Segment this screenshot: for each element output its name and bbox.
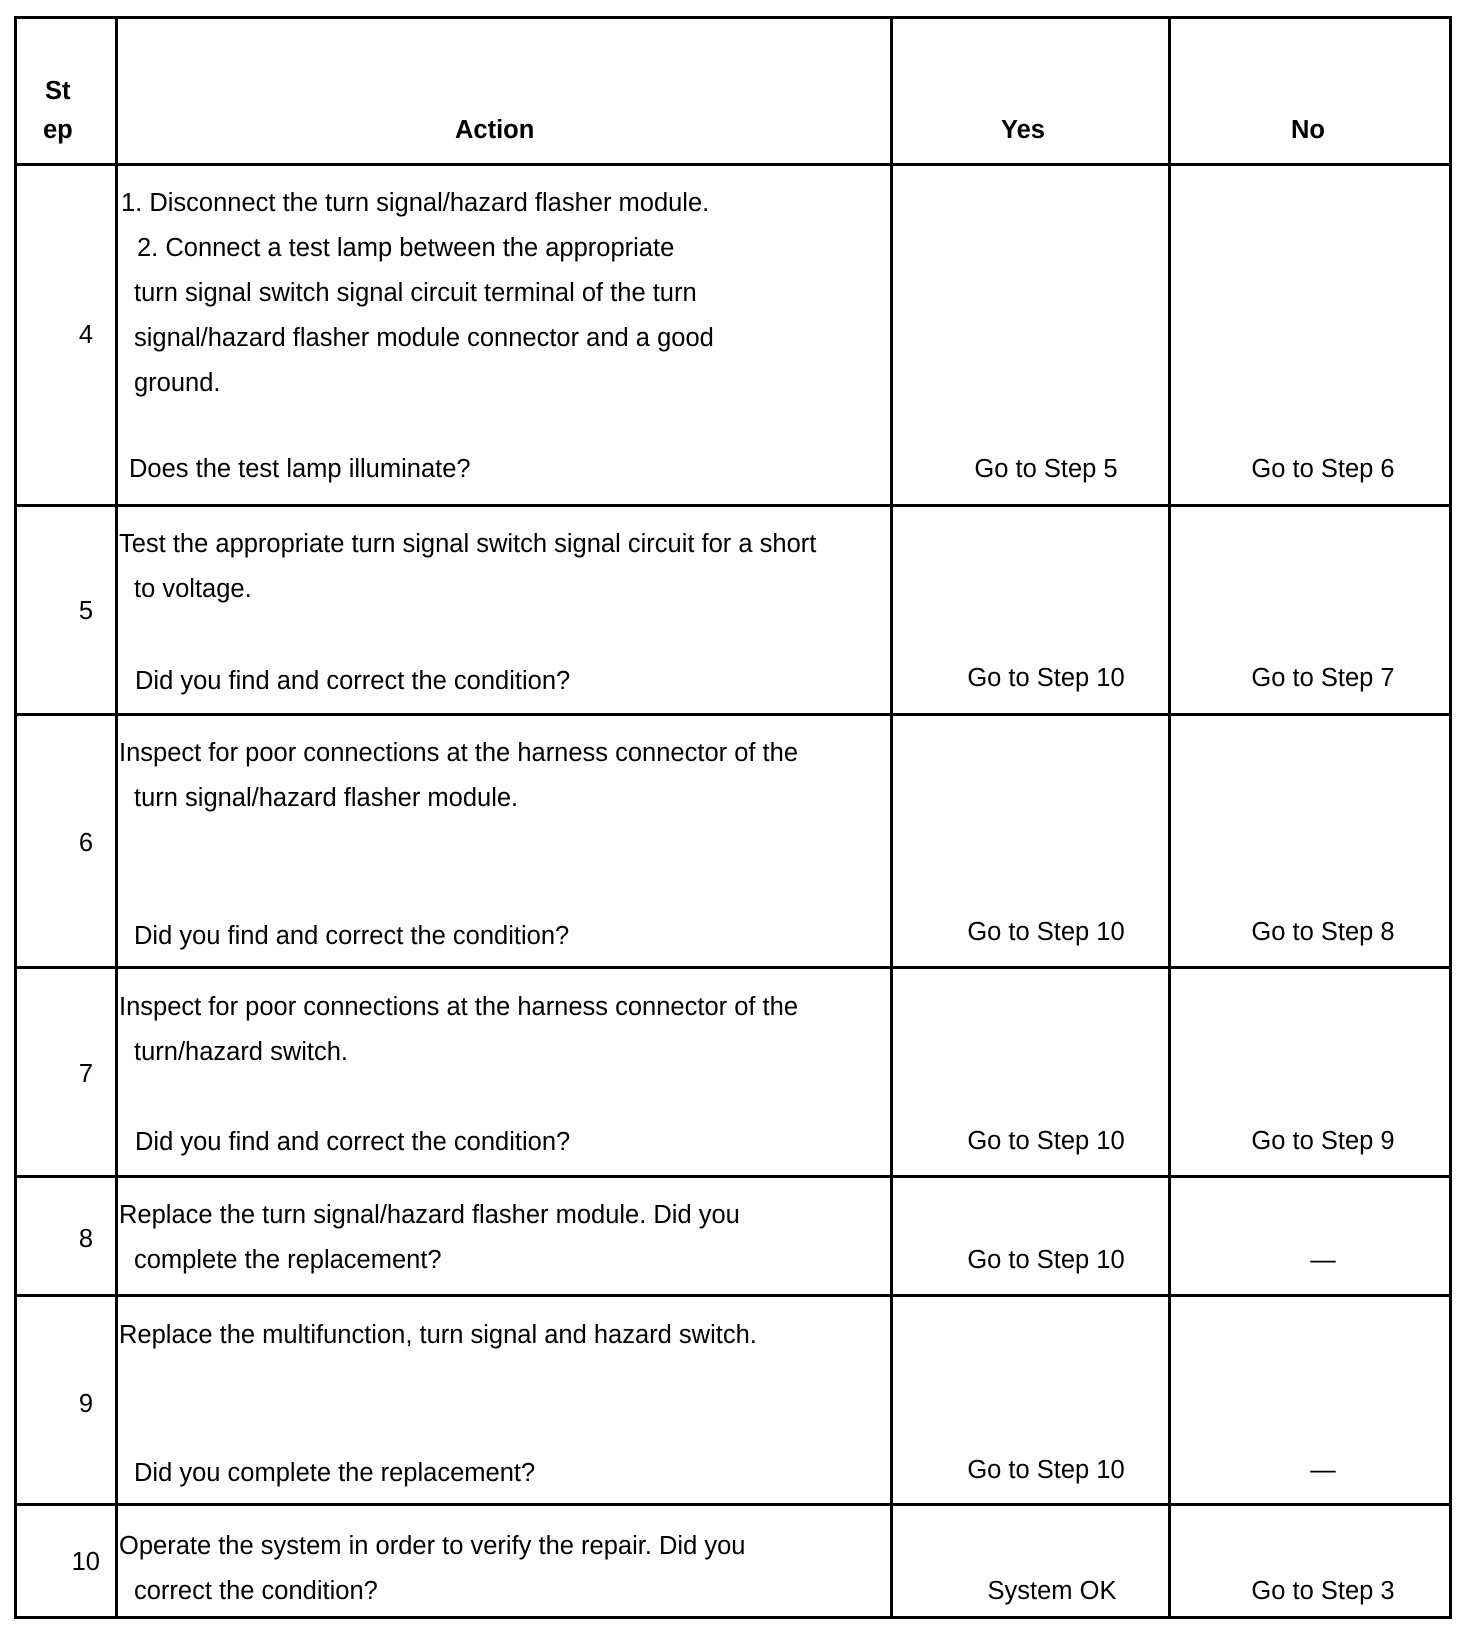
row-divider [17, 163, 1449, 166]
step-number: 9 [78, 1390, 93, 1418]
step-number: 10 [71, 1548, 100, 1576]
action-text: 1. Disconnect the turn signal/hazard flasher module. [121, 189, 710, 217]
column-divider-step [115, 19, 118, 1616]
yes-result: Go to Step 10 [967, 1246, 1125, 1274]
step-number: 4 [78, 321, 93, 349]
action-text: turn signal switch signal circuit terminal of the turn [134, 279, 697, 307]
question-text: Did you find and correct the condition? [134, 922, 570, 950]
step-number: 7 [78, 1060, 93, 1088]
step-number: 5 [78, 597, 93, 625]
step-number: 6 [78, 829, 93, 857]
action-text: Operate the system in order to verify the repair. Did you [119, 1532, 746, 1560]
question-text: Does the test lamp illuminate? [129, 455, 471, 483]
yes-result: Go to Step 10 [967, 918, 1125, 946]
no-result: Go to Step 9 [1251, 1127, 1395, 1155]
yes-result: Go to Step 10 [967, 664, 1125, 692]
row-divider [17, 504, 1449, 507]
action-text: correct the condition? [134, 1577, 378, 1605]
row-divider [17, 966, 1449, 969]
action-text: turn/hazard switch. [134, 1038, 349, 1066]
no-result: Go to Step 8 [1251, 918, 1395, 946]
action-text: Test the appropriate turn signal switch signal circuit for a short [119, 530, 817, 558]
header-action: Action [455, 116, 535, 144]
step-number: 8 [78, 1225, 93, 1253]
action-text: complete the replacement? [134, 1246, 442, 1274]
no-result: Go to Step 7 [1251, 664, 1395, 692]
header-no: No [1291, 116, 1325, 144]
action-text: to voltage. [134, 575, 252, 603]
action-text: ground. [134, 369, 221, 397]
question-text: Did you complete the replacement? [134, 1459, 536, 1487]
action-text: turn signal/hazard flasher module. [134, 784, 519, 812]
question-text: Did you find and correct the condition? [135, 667, 571, 695]
no-result: Go to Step 3 [1251, 1577, 1395, 1605]
row-divider [17, 713, 1449, 716]
question-text: Did you find and correct the condition? [135, 1128, 571, 1156]
header-step-line1: St [45, 77, 71, 105]
row-divider [17, 1175, 1449, 1178]
yes-result: System OK [987, 1577, 1117, 1605]
column-divider-yes [1168, 19, 1171, 1616]
action-text: signal/hazard flasher module connector and a good [134, 324, 714, 352]
no-result: Go to Step 6 [1251, 455, 1395, 483]
action-text: Inspect for poor connections at the harness connector of the [119, 739, 798, 767]
row-divider [17, 1294, 1449, 1297]
yes-result: Go to Step 10 [967, 1127, 1125, 1155]
header-step-line2: ep [43, 116, 73, 144]
no-result: — [1310, 1456, 1336, 1484]
column-divider-action [890, 19, 893, 1616]
action-text: 2. Connect a test lamp between the appropriate [137, 234, 675, 262]
header-yes: Yes [1001, 116, 1045, 144]
action-text: Inspect for poor connections at the harness connector of the [119, 993, 798, 1021]
action-text: Replace the multifunction, turn signal and hazard switch. [119, 1321, 757, 1349]
yes-result: Go to Step 5 [974, 455, 1118, 483]
no-result: — [1310, 1246, 1336, 1274]
row-divider [17, 1503, 1449, 1506]
action-text: Replace the turn signal/hazard flasher module. Did you [119, 1201, 740, 1229]
yes-result: Go to Step 10 [967, 1456, 1125, 1484]
